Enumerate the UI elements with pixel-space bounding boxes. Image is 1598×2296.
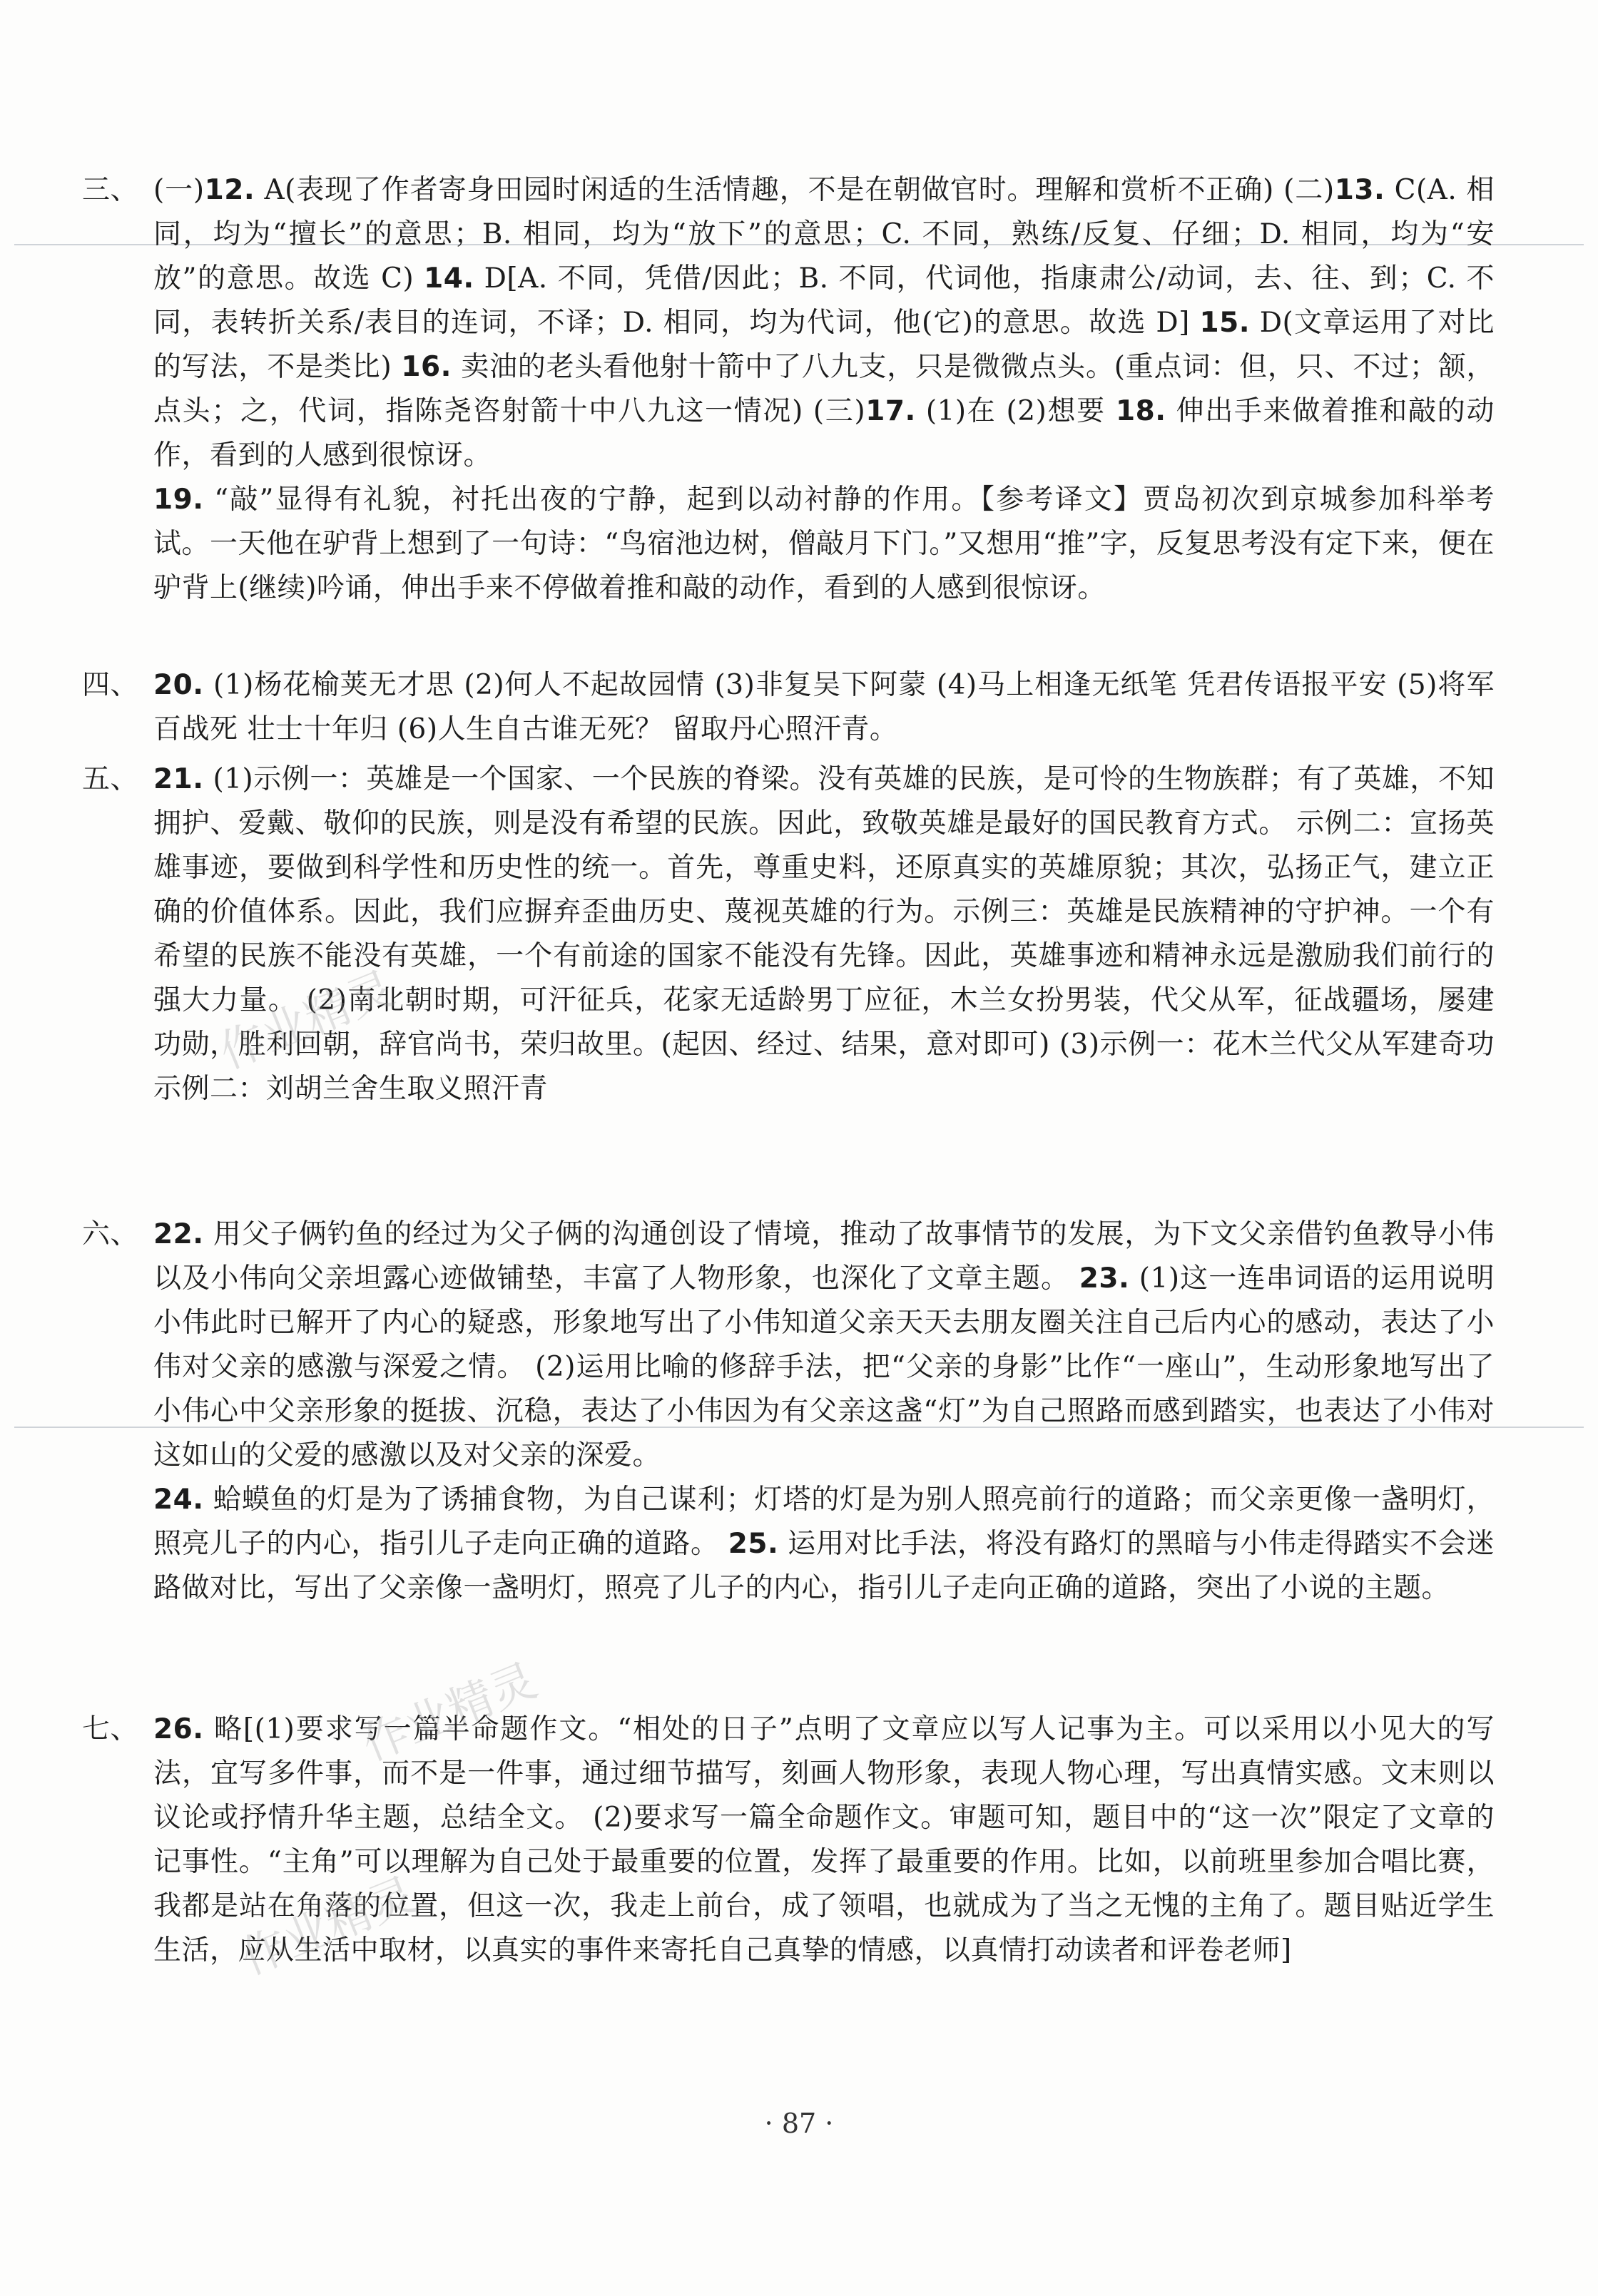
- answer-text: C(A. 相同，均为“擅长”的意思；B. 相同，均为“放下”的意思；C. 不同，熟练/反复、仔细；D. 相同，均为“安放”的意思。故选 C): [153, 174, 1495, 295]
- answer-text: 运用对比手法，将没有路灯的黑暗与小伟走得踏实不会迷路做对比，写出了父亲像一盏明灯，照亮了儿子的内心，指引儿子走向正确的道路，突出了小说的主题。: [153, 1528, 1495, 1604]
- section-4: [82, 663, 1495, 752]
- question-number: 19.: [153, 484, 204, 516]
- answer-text: 卖油的老头看他射十箭中了八九支，只是微微点头。(重点词：但，只、不过；颔，点头；之，代词，指陈尧咨射箭十中八九这一情况) (三): [153, 351, 1495, 427]
- answer-text: (1)示例一：英雄是一个国家、一个民族的脊梁。没有英雄的民族，是可怜的生物族群；有了英雄，不知拥护、爱戴、敬仰的民族，则是没有希望的民族。因此，致敬英雄是最好的国民教育方式。 示例二：宣扬英雄事迹，要做到科学性和历史性的统一。首先，尊重史料，还原真实的英雄原貌；其次，弘扬正气，建立正确的价值体系。因此，我们应摒弃歪曲历史、蔑视英雄的行为。示例三：英雄是民族精神的守护神。一个有希望的民族不能没有英雄，一个有前途的国家不能没有先锋。因此，英雄事迹和精神永远是激励我们前行的强大力量。 (2)南北朝时期，可汗征兵，花家无适龄男丁应征，木兰女扮男装，代父从军，征战疆场，屡建功勋，胜利回朝，辞官尚书，荣归故里。(起因、经过、结果，意对即可) (3)示例一：花木兰代父从军建奇功 示例二：刘胡兰舍生取义照汗青: [153, 763, 1495, 1105]
- answer-text: 用父子俩钓鱼的经过为父子俩的沟通创设了情境，推动了故事情节的发展，为下文父亲借钓鱼教导小伟以及小伟向父亲坦露心迹做铺垫，丰富了人物形象，也深化了文章主题。: [153, 1218, 1495, 1295]
- answer-text: (1)在 (2)想要: [915, 395, 1116, 427]
- text: (一): [153, 174, 205, 206]
- answer-text: D(文章运用了对比的写法，不是类比): [153, 307, 1495, 383]
- question-number: 15.: [1199, 307, 1251, 339]
- answer-text: D[A. 不同，凭借/因此；B. 不同，代词他，指康肃公/动词，去、往、到；C. 不同，表转折关系/表目的连词，不译；D. 相同，均为代词，他(它)的意思。故选 D]: [153, 262, 1495, 339]
- answer-text: 伸出手来做着推和敲的动作，看到的人感到很惊讶。: [153, 395, 1495, 471]
- question-number: 23.: [1079, 1262, 1130, 1295]
- question-number: 16.: [401, 351, 452, 383]
- question-number: 20.: [153, 669, 204, 701]
- section-label: 五、: [82, 763, 139, 795]
- section-6: [82, 1213, 1495, 1611]
- question-number: 25.: [728, 1528, 779, 1560]
- question-number: 22.: [153, 1218, 204, 1250]
- section-label: 六、: [82, 1218, 139, 1250]
- watermark: 作业精灵: [212, 962, 402, 1080]
- section-3: [82, 168, 1495, 611]
- question-number: 12.: [204, 174, 255, 206]
- section-5: [82, 757, 1495, 1111]
- answer-text: A(表现了作者寄身田园时闲适的生活情趣，不是在朝做官时。理解和赏析不正确) (二): [255, 174, 1335, 206]
- answer-text: 蛤蟆鱼的灯是为了诱捕食物，为自己谋利；灯塔的灯是为别人照亮前行的道路；而父亲更像一盏明灯，照亮儿子的内心，指引儿子走向正确的道路。: [153, 1484, 1495, 1560]
- section-label: 四、: [82, 669, 139, 701]
- question-number: 24.: [153, 1484, 204, 1516]
- question-number: 21.: [153, 763, 204, 795]
- question-number: 26.: [153, 1713, 204, 1745]
- watermark: 作业精灵: [355, 1654, 544, 1772]
- answer-text: “敲”显得有礼貌，衬托出夜的宁静，起到以动衬静的作用。【参考译文】贾岛初次到京城参加科举考试。一天他在驴背上想到了一句诗：“鸟宿池边树，僧敲月下门。”又想用“推”字，反复思考没有定下来，便在驴背上(继续)吟诵，伸出手来不停做着推和敲的动作，看到的人感到很惊讶。: [153, 484, 1495, 604]
- question-number: 17.: [865, 395, 916, 427]
- question-number: 13.: [1334, 174, 1385, 206]
- answer-text: (1)杨花榆荚无才思 (2)何人不起故园情 (3)非复吴下阿蒙 (4)马上相逢无纸笔 凭君传语报平安 (5)将军百战死 壮士十年归 (6)人生自古谁无死？ 留取丹心照汗青。: [153, 669, 1495, 745]
- page-number: · 87 ·: [764, 2108, 834, 2139]
- section-label: 七、: [82, 1713, 139, 1745]
- section-label: 三、: [82, 174, 139, 206]
- answer-text: (1)这一连串词语的运用说明小伟此时已解开了内心的疑惑，形象地写出了小伟知道父亲天天去朋友圈关注自己后内心的感动，表达了小伟对父亲的感激与深爱之情。 (2)运用比喻的修辞手法，把“父亲的身影”比作“一座山”，生动形象地写出了小伟心中父亲形象的挺拔、沉稳，表达了小伟因为有父亲这盏“灯”为自己照路而感到踏实，也表达了小伟对这如山的父爱的感激以及对父亲的深爱。: [153, 1262, 1495, 1471]
- watermark: 作业精灵: [233, 1868, 423, 1986]
- question-number: 18.: [1115, 395, 1166, 427]
- answer-text: 略[(1)要求写一篇半命题作文。“相处的日子”点明了文章应以写人记事为主。可以采用以小见大的写法，宜写多件事，而不是一件事，通过细节描写，刻画人物形象，表现人物心理，写出真情实感。文末则以议论或抒情升华主题，总结全文。 (2)要求写一篇全命题作文。审题可知，题目中的“这一次”限定了文章的记事性。“主角”可以理解为自己处于最重要的位置，发挥了最重要的作用。比如，以前班里参加合唱比赛，我都是站在角落的位置，但这一次，我走上前台，成了领唱，也就成为了当之无愧的主角了。题目贴近学生生活，应从生活中取材，以真实的事件来寄托自己真挚的情感，以真情打动读者和评卷老师]: [153, 1713, 1495, 1966]
- question-number: 14.: [424, 262, 474, 295]
